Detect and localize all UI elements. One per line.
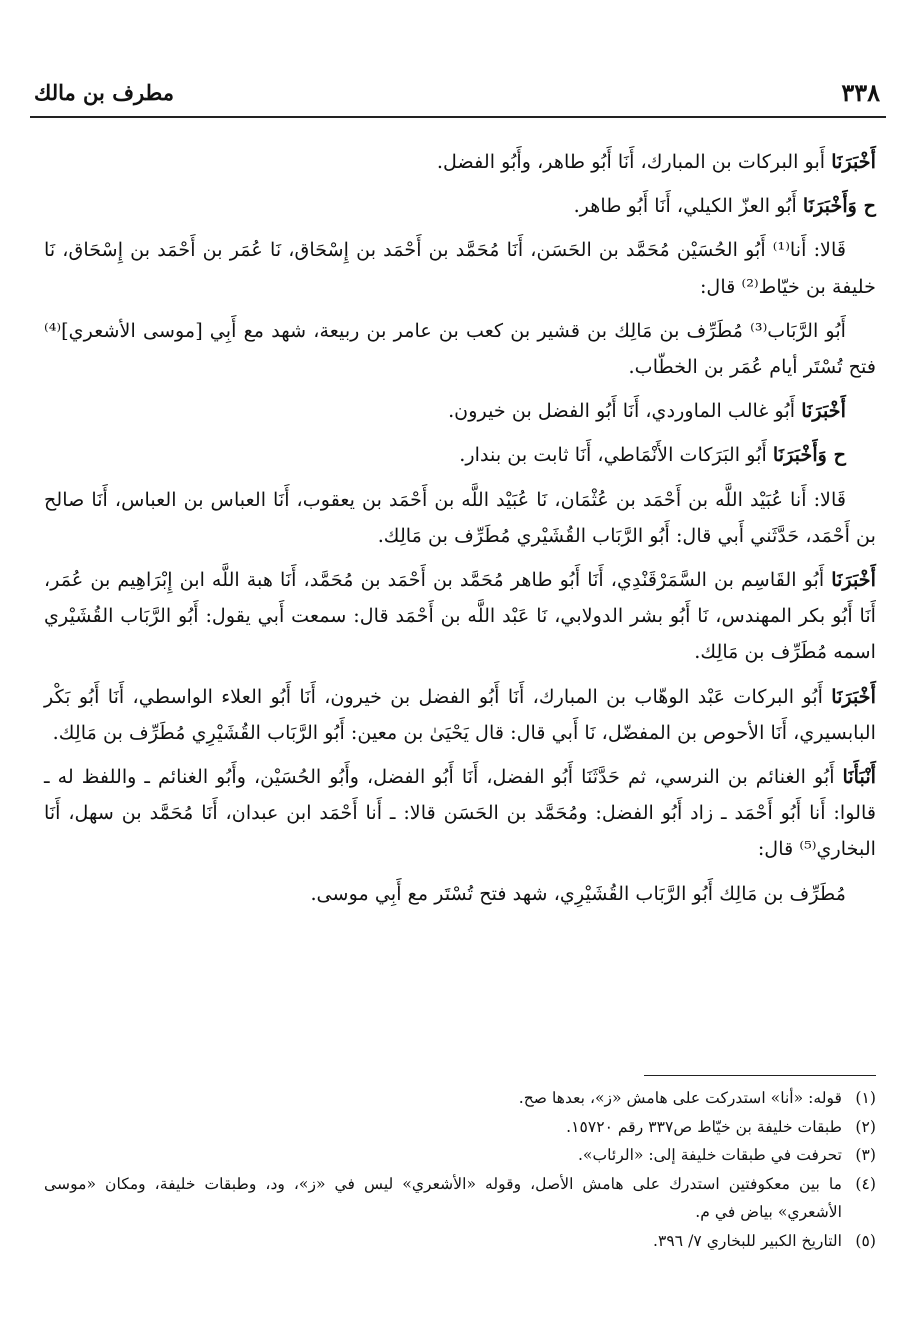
paragraph-keyword: أَخْبَرَنَا (801, 399, 846, 423)
paragraph-text: أَبُو البَرَكات الأَنْمَاطي، أَنَا ثابت بن بندار. (459, 443, 773, 467)
footnote-text: طبقات خليفة بن خيّاط ص٣٣٧ رقم ١٥٧٢٠. (566, 1117, 842, 1136)
footnote (44, 1227, 876, 1256)
paragraph-text: أَبُو الغنائم بن النرسي، ثم حَدَّثَنَا أَبُو الفضل، أَنَا أَبُو الفضل، وأَبُو الحُسَيْن، وأَبُو الغنائم ـ واللفظ له ـ قالوا: أَنا أَبُو أَحْمَد ـ زاد أَبُو الفضل: ومُحَمَّد بن الحَسَن قالا: ـ أَنا أَحْمَد ابن عبدان، أَنَا مُحَمَّد بن سهل، أَنَا البخاري⁽⁵⁾ قال: (44, 765, 876, 861)
main-text (44, 144, 876, 920)
footnote (44, 1141, 876, 1170)
paragraph-keyword: ح وَأَخْبَرَنَا (802, 194, 876, 218)
paragraph-keyword: أَخْبَرَنَا (831, 684, 876, 708)
footnote (44, 1170, 876, 1227)
footnote-number: (١) (855, 1089, 876, 1107)
paragraph (44, 144, 876, 180)
paragraph (44, 393, 876, 429)
paragraph (44, 437, 876, 473)
page-number: ٣٣٨ (841, 78, 880, 107)
footnote-number: (٤) (855, 1174, 876, 1193)
footnote (44, 1113, 876, 1142)
page-header (30, 78, 886, 108)
paragraph-text: قَالا: أَنا عُبَيْد اللَّه بن أَحْمَد بن عُثْمَان، نَا عُبَيْد اللَّه بن أَحْمَد بن يعقوب، أَنَا العباس بن العباس، أَنَا صالح بن أَحْمَد، حَدَّثَني أَبي قال: أَبُو الرَّبَاب القُشَيْري مُطَرِّف بن مَالِك. (44, 487, 876, 547)
paragraph-keyword: أَنْبَأَنَا (842, 765, 876, 789)
paragraph (44, 232, 876, 304)
paragraph-text: أَبُو العزّ الكيلي، أَنَا أَبُو طاهر. (573, 194, 803, 218)
running-title: مطرف بن مالك (34, 80, 175, 105)
paragraph (44, 482, 876, 554)
header-rule (30, 116, 886, 118)
paragraph (44, 759, 876, 868)
footnote (44, 1084, 876, 1113)
paragraph-text: أَبُو غالب الماوردي، أَنَا أَبُو الفضل بن خيرون. (448, 399, 802, 423)
paragraph (44, 679, 876, 751)
paragraph-keyword: أَخْبَرَنَا (831, 568, 876, 592)
footnote-text: ما بين معكوفتين استدرك على هامش الأصل، وقوله «الأشعري» ليس في «ز»، ود، وطبقات خليفة، ومكان «موسى الأشعري» بياض في م. (44, 1174, 842, 1221)
paragraph (44, 188, 876, 224)
footnote-number: (٥) (855, 1231, 876, 1250)
paragraph-text: أَبُو القَاسِم بن السَّمَرْقَنْدِي، أَنَا أَبُو طاهر مُحَمَّد بن أَحْمَد بن مُحَمَّد، أَنَا هبة اللَّه ابن إِبْرَاهِيم بن عُمَر، أَنَا أَبُو بكر المهندس، نَا أَبُو بشر الدولابي، نَا عَبْد اللَّه بن أَحْمَد قال: سمعت أَبي يقول: أَبُو الرَّبَاب القُشَيْري اسمه مُطَرِّف بن مَالِك. (44, 568, 876, 664)
paragraph-keyword: أَخْبَرَنَا (831, 150, 876, 173)
footnote-number: (٣) (855, 1146, 876, 1164)
paragraph (44, 562, 876, 671)
footnote-number: (٢) (855, 1117, 876, 1136)
paragraph (44, 876, 876, 912)
paragraph-text: مُطَرِّف بن مَالِك أَبُو الرَّبَاب القُشَيْرِي، شهد فتح تُسْتَر مع أَبِي موسى. (310, 881, 846, 905)
paragraph-text: أَبو البركات بن المبارك، أَنَا أَبُو طاهر، وأَبُو الفضل. (436, 150, 832, 173)
paragraph-text: قَالا: أَنا⁽¹⁾ أَبُو الحُسَيْن مُحَمَّد بن الحَسَن، أَنَا مُحَمَّد بن أَحْمَد بن إِسْحَاق، نَا عُمَر بن أَحْمَد بن إِسْحَاق، نَا خليفة بن خيّاط⁽²⁾ قال: (44, 238, 876, 298)
footnote-text: قوله: «أنا» استدركت على هامش «ز»، بعدها صح. (518, 1089, 842, 1107)
footnote-text: التاريخ الكبير للبخاري ٧/ ٣٩٦. (653, 1231, 842, 1250)
footnote-text: تحرفت في طبقات خليفة إلى: «الرئاب». (577, 1146, 842, 1164)
paragraph-text: أَبُو البركات عَبْد الوهّاب بن المبارك، أَنَا أَبُو الفضل بن خيرون، أَنَا أَبُو العلاء الواسطي، أَنَا أَبُو بَكْر البابسيري، أَنَا الأحوص بن المفضّل، نَا أَبي قال: قال يَحْيَىٰ بن معين: أَبُو الرَّبَاب القُشَيْرِي مُطَرِّف بن مَالِك. (44, 684, 876, 744)
paragraph (44, 313, 876, 385)
footnote-rule (644, 1075, 876, 1076)
paragraph-text: أَبُو الرَّبَاب⁽³⁾ مُطَرِّف بن مَالِك بن قشير بن كعب بن عامر بن ربيعة، شهد مع أَبِي [موسى الأشعري]⁽⁴⁾ فتح تُسْتَر أيام عُمَر بن الخطّاب. (44, 318, 876, 379)
paragraph-keyword: ح وَأَخْبَرَنَا (772, 443, 846, 467)
footnotes (44, 1084, 876, 1255)
